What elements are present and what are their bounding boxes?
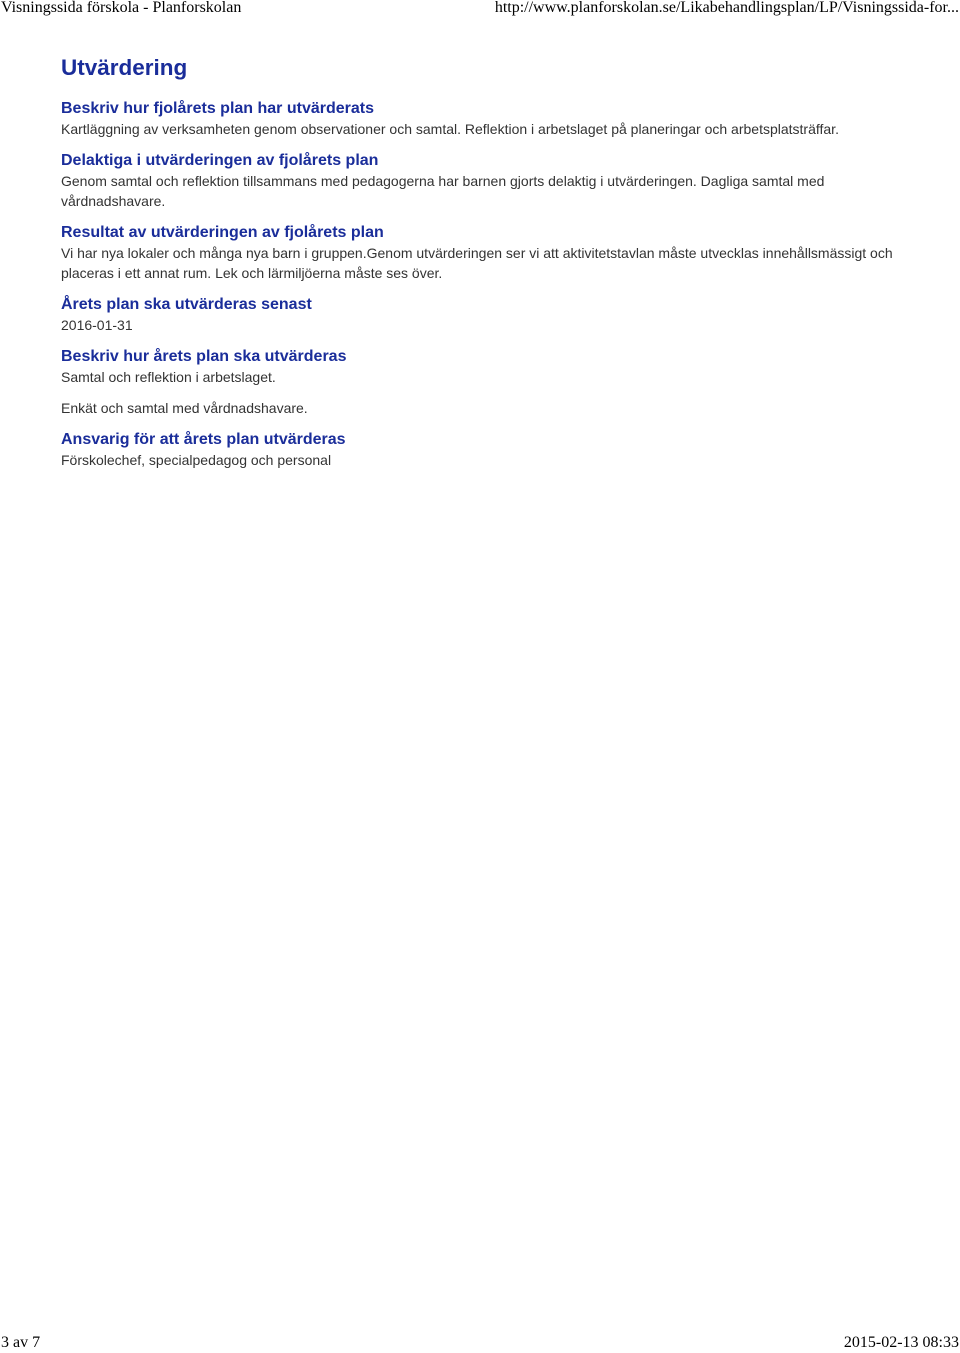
print-page-title: Visningssida förskola - Planforskolan [1, 0, 242, 16]
section-title: Beskriv hur årets plan ska utvärderas [61, 348, 347, 365]
page-number: 3 av 7 [1, 1334, 41, 1351]
section-title: Ansvarig för att årets plan utvärderas [61, 431, 346, 448]
section-previous-evaluation-result [61, 223, 921, 283]
print-header [0, 0, 960, 20]
section-text: Förskolechef, specialpedagog och personal [61, 452, 332, 468]
section-title: Beskriv hur fjolårets plan har utvärderats [61, 100, 374, 117]
print-footer [0, 1335, 960, 1353]
section-current-evaluation-method [61, 347, 921, 418]
section-text: Genom samtal och reflektion tillsammans med pedagogerna har barnen gjorts delaktig i utvärderingen. Dagliga samtal med vårdnadshavare. [61, 173, 825, 209]
section-title: Delaktiga i utvärderingen av fjolårets plan [61, 152, 379, 169]
section-previous-evaluation-participants [61, 151, 921, 211]
document-content [61, 54, 921, 482]
section-text: Kartläggning av verksamheten genom observationer och samtal. Reflektion i arbetslaget på planeringar och arbetsplatsträffar. [61, 121, 839, 137]
print-url: http://www.planforskolan.se/Likabehandlingsplan/LP/Visningssida-for... [494, 0, 959, 16]
section-evaluation-responsible [61, 430, 921, 470]
section-text: 2016-01-31 [61, 317, 133, 333]
print-timestamp: 2015-02-13 08:33 [843, 1334, 959, 1351]
section-text: Enkät och samtal med vårdnadshavare. [61, 400, 308, 416]
section-text: Samtal och reflektion i arbetslaget. [61, 369, 276, 385]
section-evaluation-deadline [61, 295, 921, 335]
section-title: Resultat av utvärderingen av fjolårets plan [61, 224, 384, 241]
section-previous-evaluation-method [61, 99, 921, 139]
page-heading: Utvärdering [61, 55, 188, 80]
section-title: Årets plan ska utvärderas senast [61, 296, 312, 313]
section-text: Vi har nya lokaler och många nya barn i gruppen.Genom utvärderingen ser vi att aktivitetstavlan måste utvecklas innehållsmässigt och placeras i ett annat rum. Lek och lärmiljöerna måste ses över. [61, 245, 893, 281]
